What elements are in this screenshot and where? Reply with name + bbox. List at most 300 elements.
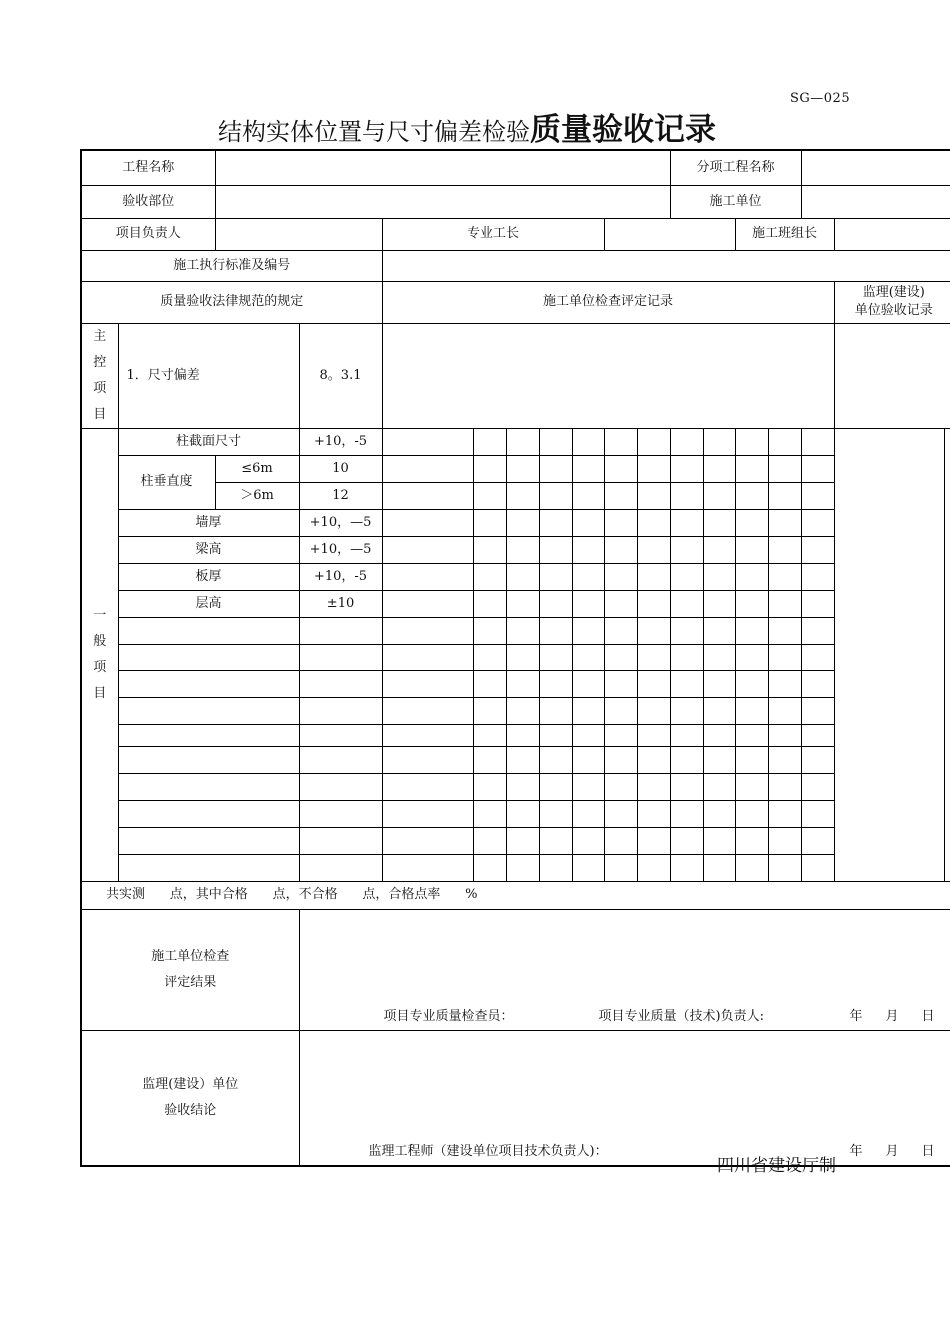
measure-cell[interactable] [473,482,506,509]
measure-cell[interactable] [735,536,768,563]
item-name-cell[interactable] [118,697,299,724]
general-item-value: +10，-5 [299,428,382,455]
day-label: 日 [921,1144,935,1159]
measure-cell[interactable] [735,697,768,724]
main-item-record[interactable] [382,323,834,428]
measure-cell[interactable] [604,773,637,800]
measure-cell[interactable] [801,536,834,563]
main-item-row [81,323,950,428]
measure-cell[interactable] [539,590,572,617]
measure-cell[interactable] [703,536,735,563]
measure-cell[interactable] [506,536,539,563]
measure-cell[interactable] [572,670,604,697]
measure-cell[interactable] [670,773,703,800]
main-items-label: 主控项目 [93,328,107,422]
measure-cell[interactable] [572,428,604,455]
measure-cell[interactable] [539,617,572,644]
measure-cell[interactable] [637,455,670,482]
measure-cell[interactable] [637,854,670,881]
contractor-result-row [81,909,950,1030]
measure-cell[interactable] [768,697,801,724]
measure-cell[interactable] [382,746,473,773]
measure-cell[interactable] [637,644,670,670]
general-item-sub: ≤6m [215,455,299,482]
measure-cell[interactable] [703,590,735,617]
measure-cell[interactable] [572,509,604,536]
measure-cell[interactable] [604,746,637,773]
measure-cell[interactable] [604,617,637,644]
measure-cell[interactable] [572,854,604,881]
measure-cell[interactable] [506,724,539,746]
item-value-cell[interactable] [299,670,382,697]
measure-cell[interactable] [604,644,637,670]
measure-cell[interactable] [539,800,572,827]
measure-cell[interactable] [703,746,735,773]
measure-cell[interactable] [670,563,703,590]
measure-cell[interactable] [703,724,735,746]
measure-cell[interactable] [768,670,801,697]
measure-cell[interactable] [637,509,670,536]
measure-cell[interactable] [506,644,539,670]
measure-cell[interactable] [735,590,768,617]
measure-cell[interactable] [382,536,473,563]
measure-cell[interactable] [382,482,473,509]
measure-cell[interactable] [670,428,703,455]
measure-cell[interactable] [735,670,768,697]
measure-cell[interactable] [637,563,670,590]
measure-cell[interactable] [604,827,637,854]
measure-cell[interactable] [473,854,506,881]
measure-cell[interactable] [572,617,604,644]
measure-cell[interactable] [735,617,768,644]
blank-row [81,644,950,670]
item-value-cell[interactable] [299,854,382,881]
measure-cell[interactable] [670,644,703,670]
blank-row [81,854,950,881]
measure-cell[interactable] [768,827,801,854]
measure-cell[interactable] [703,617,735,644]
measure-cell[interactable] [506,428,539,455]
measure-cell[interactable] [572,800,604,827]
measure-cell[interactable] [473,536,506,563]
measure-cell[interactable] [382,827,473,854]
general-row [81,536,950,563]
project-name-field[interactable] [215,150,670,185]
measure-cell[interactable] [670,509,703,536]
measure-cell[interactable] [572,644,604,670]
measure-cell[interactable] [637,724,670,746]
measure-cell[interactable] [473,428,506,455]
measure-cell[interactable] [473,697,506,724]
measure-cell[interactable] [801,854,834,881]
measure-cell[interactable] [703,697,735,724]
item-value-cell[interactable] [299,644,382,670]
header-row-1 [81,150,950,185]
month-label: 月 [885,1008,899,1024]
measure-cell[interactable] [572,536,604,563]
inspector-label: 项目专业质量检查员： [383,1008,514,1024]
measure-cell[interactable] [801,563,834,590]
measure-cell[interactable] [637,773,670,800]
measure-cell[interactable] [670,590,703,617]
general-row [81,590,950,617]
title-part1: 结构实体位置与尺寸偏差检验 [218,118,530,146]
measure-cell[interactable] [572,746,604,773]
measure-cell[interactable] [572,590,604,617]
item-value-cell[interactable] [299,724,382,746]
measure-cell[interactable] [473,800,506,827]
year-label: 年 [849,1144,863,1159]
measure-cell[interactable] [735,800,768,827]
supervisor-signature-line [300,1143,950,1163]
measure-cell[interactable] [801,746,834,773]
measure-cell[interactable] [637,746,670,773]
measure-cell[interactable] [768,590,801,617]
measure-cell[interactable] [473,746,506,773]
general-row [81,509,950,536]
blank-row [81,724,950,746]
measure-cell[interactable] [703,773,735,800]
measure-cell[interactable] [506,590,539,617]
general-item-value: +10，—5 [299,509,382,536]
measure-cell[interactable] [703,509,735,536]
measure-cell[interactable] [801,670,834,697]
measure-cell[interactable] [768,746,801,773]
contractor-result-label: 施工单位检查 评定结果 [81,909,299,1030]
measure-cell[interactable] [382,800,473,827]
measure-cell[interactable] [539,563,572,590]
general-item-name: 层高 [118,590,299,617]
measure-cell[interactable] [473,773,506,800]
measure-cell[interactable] [382,644,473,670]
standard-field[interactable] [382,250,950,281]
measure-cell[interactable] [670,827,703,854]
measure-cell[interactable] [473,509,506,536]
measure-cell[interactable] [473,563,506,590]
measure-cell[interactable] [637,827,670,854]
measure-cell[interactable] [572,724,604,746]
measure-cell[interactable] [604,482,637,509]
measure-cell[interactable] [670,854,703,881]
main-item-name: 1．尺寸偏差 [118,323,299,428]
measure-cell[interactable] [801,644,834,670]
measure-cell[interactable] [506,773,539,800]
measure-cell[interactable] [506,482,539,509]
measure-cell[interactable] [735,746,768,773]
measure-cell[interactable] [539,509,572,536]
subproject-label: 分项工程名称 [670,150,801,185]
measure-cell[interactable] [539,724,572,746]
measure-cell[interactable] [539,697,572,724]
measure-cell[interactable] [670,724,703,746]
header-row-4 [81,250,950,281]
part-field[interactable] [215,185,670,218]
measure-cell[interactable] [801,428,834,455]
measure-cell[interactable] [703,800,735,827]
measure-cell[interactable] [735,827,768,854]
measure-cell[interactable] [539,455,572,482]
measure-cell[interactable] [604,455,637,482]
foreman-label: 专业工长 [382,218,604,250]
measure-cell[interactable] [735,563,768,590]
measure-cell[interactable] [768,644,801,670]
general-item-value: +10，—5 [299,536,382,563]
blank-row [81,827,950,854]
measure-cell[interactable] [637,697,670,724]
item-name-cell[interactable] [118,644,299,670]
measure-cell[interactable] [768,773,801,800]
year-label: 年 [849,1008,863,1024]
measure-cell[interactable] [768,482,801,509]
measure-cell[interactable] [473,644,506,670]
measure-cell[interactable] [473,670,506,697]
engineer-label: 监理工程师（建设单位项目技术负责人)： [368,1144,608,1159]
measure-cell[interactable] [768,563,801,590]
measure-cell[interactable] [637,428,670,455]
measure-cell[interactable] [735,854,768,881]
measure-cell[interactable] [703,644,735,670]
summary-row [81,881,950,909]
main-item-supervisor[interactable] [834,323,950,428]
measure-cell[interactable] [670,482,703,509]
item-value-cell[interactable] [299,697,382,724]
measure-cell[interactable] [670,800,703,827]
item-name-cell[interactable] [118,724,299,746]
measure-cell[interactable] [604,428,637,455]
item-name-cell[interactable] [118,854,299,881]
measure-cell[interactable] [801,509,834,536]
measure-cell[interactable] [539,854,572,881]
day-label: 日 [921,1008,935,1024]
measure-cell[interactable] [572,697,604,724]
measure-cell[interactable] [382,697,473,724]
measure-cell[interactable] [539,644,572,670]
general-row [81,563,950,590]
measure-cell[interactable] [735,509,768,536]
subproject-field[interactable] [801,150,950,185]
supervisor-result-area[interactable] [299,1030,950,1166]
general-row [81,455,950,482]
measure-cell[interactable] [735,773,768,800]
measure-cell[interactable] [382,455,473,482]
measure-cell[interactable] [801,800,834,827]
team-leader-label: 施工班组长 [735,218,834,250]
measure-cell[interactable] [382,724,473,746]
general-item-value: 12 [299,482,382,509]
manager-field[interactable] [215,218,382,250]
measure-cell[interactable] [735,428,768,455]
measure-cell[interactable] [703,428,735,455]
measure-cell[interactable] [572,455,604,482]
main-item-clause: 8。3.1 [299,323,382,428]
measure-cell[interactable] [670,617,703,644]
measure-cell[interactable] [703,455,735,482]
measure-cell[interactable] [572,773,604,800]
measure-cell[interactable] [604,854,637,881]
general-item-name: 柱截面尺寸 [118,428,299,455]
measure-cell[interactable] [604,509,637,536]
measure-cell[interactable] [604,670,637,697]
measure-cell[interactable] [735,482,768,509]
measure-cell[interactable] [506,617,539,644]
measure-cell[interactable] [670,746,703,773]
measure-cell[interactable] [473,617,506,644]
item-name-cell[interactable] [118,617,299,644]
summary-text: 共实测 点，其中合格 点，不合格 点，合格点率 % [81,881,950,909]
measure-cell[interactable] [382,670,473,697]
measure-cell[interactable] [506,509,539,536]
measure-cell[interactable] [572,563,604,590]
measure-cell[interactable] [768,536,801,563]
measure-cell[interactable] [506,854,539,881]
measure-cell[interactable] [768,800,801,827]
measure-cell[interactable] [506,800,539,827]
contractor-result-area[interactable] [299,909,950,1030]
item-value-cell[interactable] [299,746,382,773]
item-name-cell[interactable] [118,670,299,697]
measure-cell[interactable] [604,563,637,590]
general-item-value: +10，-5 [299,563,382,590]
measure-cell[interactable] [637,482,670,509]
blank-row [81,670,950,697]
measure-cell[interactable] [768,428,801,455]
measure-cell[interactable] [539,482,572,509]
measure-cell[interactable] [637,800,670,827]
supervisor-result-label: 监理(建设）单位 验收结论 [81,1030,299,1166]
supervisor-result-row [81,1030,950,1166]
measure-cell[interactable] [801,773,834,800]
measure-cell[interactable] [768,617,801,644]
measure-cell[interactable] [703,563,735,590]
measure-cell[interactable] [637,617,670,644]
title-part2: 质量验收记录 [530,112,716,148]
measure-cell[interactable] [572,827,604,854]
blank-row [81,697,950,724]
measure-cell[interactable] [801,724,834,746]
measure-cell[interactable] [768,724,801,746]
measure-cell[interactable] [473,724,506,746]
measure-cell[interactable] [801,455,834,482]
measure-cell[interactable] [382,563,473,590]
measure-cell[interactable] [382,854,473,881]
month-label: 月 [885,1144,899,1159]
measure-cell[interactable] [670,455,703,482]
item-value-cell[interactable] [299,773,382,800]
measure-cell[interactable] [506,563,539,590]
measure-cell[interactable] [473,455,506,482]
item-value-cell[interactable] [299,800,382,827]
measure-cell[interactable] [506,827,539,854]
issuer-footer: 四川省建设厅制 [717,1156,836,1176]
measure-cell[interactable] [539,746,572,773]
measure-cell[interactable] [801,482,834,509]
part-label: 验收部位 [81,185,215,218]
general-item-name: 墙厚 [118,509,299,536]
measure-cell[interactable] [735,724,768,746]
item-name-cell[interactable] [118,827,299,854]
general-item-name: 梁高 [118,536,299,563]
contractor-label: 施工单位 [670,185,801,218]
measure-cell[interactable] [670,697,703,724]
measure-cell[interactable] [801,590,834,617]
item-name-cell[interactable] [118,773,299,800]
general-item-value: 10 [299,455,382,482]
measure-cell[interactable] [539,670,572,697]
measure-cell[interactable] [801,697,834,724]
record-header: 施工单位检查评定记录 [382,281,834,323]
team-leader-field[interactable] [834,218,950,250]
measure-cell[interactable] [637,670,670,697]
measure-cell[interactable] [604,590,637,617]
item-value-cell[interactable] [299,617,382,644]
item-name-cell[interactable] [118,746,299,773]
measure-cell[interactable] [506,746,539,773]
measure-cell[interactable] [768,854,801,881]
blank-row [81,746,950,773]
page-title [218,104,716,149]
measure-cell[interactable] [506,670,539,697]
foreman-field[interactable] [604,218,735,250]
blank-row [81,800,950,827]
record-table [80,149,950,1167]
measure-cell[interactable] [539,536,572,563]
spec-header: 质量验收法律规范的规定 [81,281,382,323]
measure-cell[interactable] [637,590,670,617]
measure-cell[interactable] [801,617,834,644]
measure-cell[interactable] [572,482,604,509]
item-name-cell[interactable] [118,800,299,827]
measure-cell[interactable] [735,455,768,482]
measure-cell[interactable] [604,800,637,827]
measure-cell[interactable] [703,854,735,881]
measure-cell[interactable] [670,536,703,563]
measure-cell[interactable] [604,536,637,563]
measure-cell[interactable] [382,590,473,617]
measure-cell[interactable] [604,697,637,724]
measure-cell[interactable] [382,509,473,536]
measure-cell[interactable] [473,590,506,617]
column-header-row [81,281,950,323]
measure-cell[interactable] [539,428,572,455]
measure-cell[interactable] [735,644,768,670]
measure-cell[interactable] [637,536,670,563]
measure-cell[interactable] [703,827,735,854]
general-item-name: 板厚 [118,563,299,590]
measure-cell[interactable] [506,455,539,482]
measure-cell[interactable] [604,724,637,746]
measure-cell[interactable] [703,670,735,697]
measure-cell[interactable] [382,428,473,455]
measure-cell[interactable] [382,617,473,644]
item-value-cell[interactable] [299,827,382,854]
measure-cell[interactable] [768,509,801,536]
measure-cell[interactable] [382,773,473,800]
form-code: SG—025 [790,91,851,106]
measure-cell[interactable] [539,773,572,800]
measure-cell[interactable] [539,827,572,854]
measure-cell[interactable] [801,827,834,854]
contractor-field[interactable] [801,185,950,218]
measure-cell[interactable] [670,670,703,697]
measure-cell[interactable] [768,455,801,482]
measure-cell[interactable] [506,697,539,724]
measure-cell[interactable] [703,482,735,509]
measure-cell[interactable] [473,827,506,854]
blank-row [81,617,950,644]
general-supervisor-cell[interactable] [834,428,944,881]
contractor-result-block [300,910,950,1030]
general-items-label: 一般项目 [93,607,107,701]
